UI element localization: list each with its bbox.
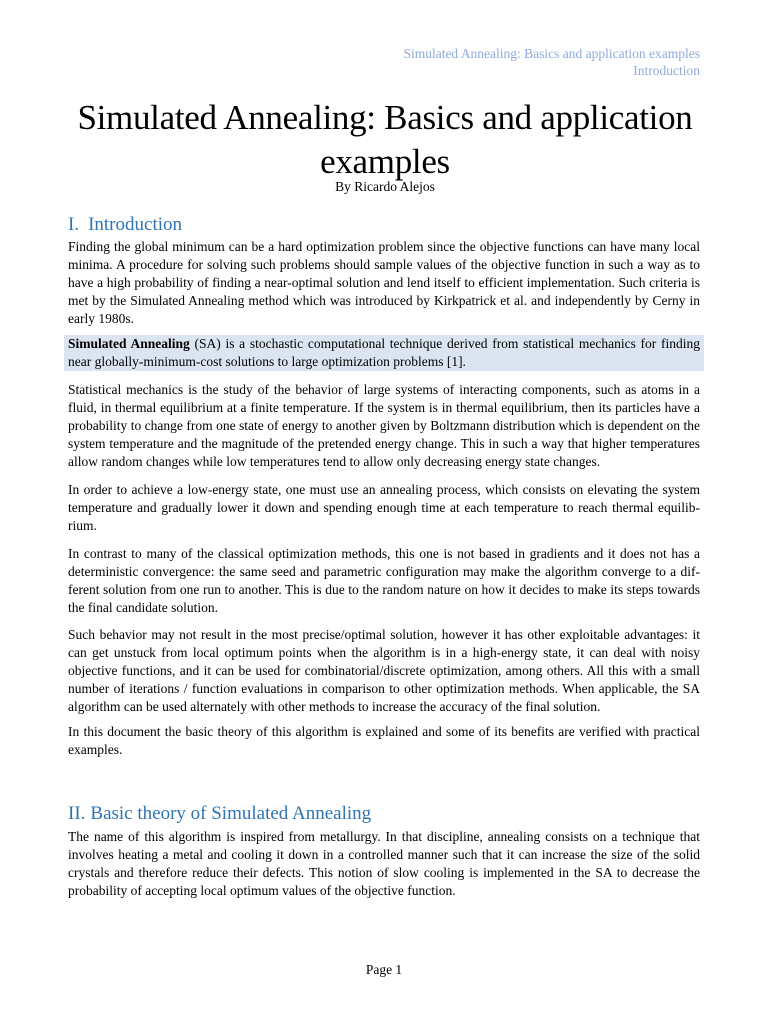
paragraph: Such behavior may not result in the most precise/optimal solution, however it has other exploitable advantages: it can get unstuck from local optimum points when the algorithm is in a high-energy state, it can deal with noisy objective functions, and it can be used for combinatorial/discrete optimization, among others. All this with a small number of iterations / function evaluations in comparison to other optimization methods. When applicable, the SA algorithm can be used alternately with other methods to increase the accuracy of the final solution. [68,627,700,714]
paragraph: Statistical mechanics is the study of the behavior of large systems of interacting components, such as atoms in a fluid, in thermal equilibrium at a finite temperature. If the system is in thermal equilibrium, then its particles have a probability to change from one state of energy to another given by Boltzmann distribution which is dependent on the system temperature and the magnitude of the pretended energy change. This in such a way that higher temperatures allow random changes while low temperatures tend to allow only decreasing energy state changes. [68,382,700,469]
section-heading-introduction [68,213,182,237]
paragraph: The name of this algorithm is inspired from metallurgy. In that discipline, annealing consists on a technique that involves heating a metal and cooling it down in a controlled manner such that it can increase the size of the solid crystals and therefore reduce their defects. This notion of slow cooling is implemented in the SA to decrease the probability of accepting local optimum values of the objective function. [68,829,700,898]
running-header-section: Introduction [633,63,700,78]
page-number: Page 1 [365,962,403,977]
section-number: II. [68,803,86,824]
definition-term: Simulated Annealing [68,336,190,351]
document-title: Simulated Annealing: Basics and application examples [77,98,693,181]
paragraph: In order to achieve a low-energy state, one must use an annealing process, which consists on elevating the system temperature and gradually lower it down and spending enough time at each temperature to reach thermal equilibrium. [68,482,700,533]
paragraph: In contrast to many of the classical optimization methods, this one is not based in gradients and it does not has a deterministic convergence: the same seed and parametric configuration may make the algorithm converge to a different solution from one run to another. This is due to the random nature on how it decides to make its steps towards the final candidate solution. [68,546,700,615]
paragraph: Finding the global minimum can be a hard optimization problem since the objective functions can have many local minima. A procedure for solving such problems should sample values of the objective function in such a way as to have a high probability of finding a near-optimal solution and lend itself to efficient implementation. Such criteria is met by the Simulated Annealing method which was introduced by Kirkpatrick et al. and independently by Cerny in early 1980s. [68,239,700,326]
section-number: I. [68,214,80,235]
running-header-title: Simulated Annealing: Basics and application examples [403,46,700,61]
definition-text: (SA) is a stochastic computational technique derived from statistical mechanics for finding near globally-minimum-cost solutions to large optimization problems [1]. [68,336,701,369]
paragraph: In this document the basic theory of this algorithm is explained and some of its benefits are verified with practical examples. [68,724,700,757]
highlighted-definition [64,335,704,371]
section-title: Introduction [88,214,183,235]
section-heading-basic-theory [68,802,371,826]
section-title: Basic theory of Simulated Annealing [90,803,372,824]
running-header [403,45,700,79]
document-author: By Ricardo Alejos [335,179,435,194]
